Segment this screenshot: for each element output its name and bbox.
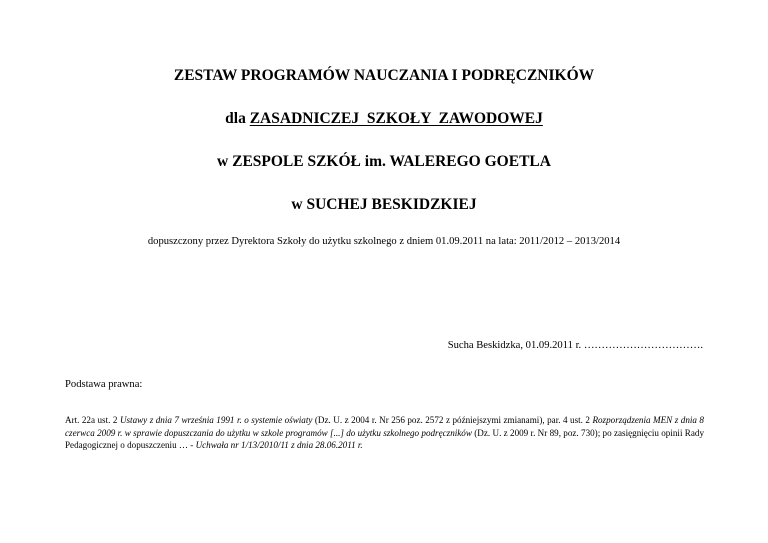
legal-basis-resolution: Uchwała nr 1/13/2010/11 z dnia 28.06.2011 r.: [195, 440, 363, 450]
legal-basis-text: [65, 414, 704, 452]
school-type: ZASADNICZEJ SZKOŁY ZAWODOWEJ: [249, 110, 543, 127]
school-type-line: [0, 110, 768, 128]
place-and-date: Sucha Beskidzka, 01.09.2011 r. …………………………….: [447, 340, 703, 351]
document-title: ZESTAW PROGRAMÓW NAUCZANIA I PODRĘCZNIKÓW: [173, 67, 595, 84]
school-type-prefix: dla: [225, 110, 246, 127]
legal-basis-act: Ustawy z dnia 7 września 1991 r. o systemie oświaty: [119, 415, 313, 425]
legal-basis-label: Podstawa prawna:: [65, 379, 143, 390]
school-complex-name: w ZESPOLE SZKÓŁ im. WALEREGO GOETLA: [217, 153, 551, 170]
legal-basis-journal-ref: (Dz. U. z 2004 r. Nr 256 poz. 2572 z późniejszymi zmianami), par. 4 ust. 2: [312, 415, 593, 425]
legal-basis-article: Art. 22a ust. 2: [65, 415, 120, 425]
approval-statement: dopuszczony przez Dyrektora Szkoły do użytku szkolnego z dniem 01.09.2011 na lata: 2011/2012 – 2013/2014: [147, 236, 621, 247]
legal-basis-opinion: (Dz. U. z 2009 r. Nr 89, poz. 730); po zasięgnięciu opinii Rady Pedagogicznej o dopuszczeniu … -: [65, 427, 704, 450]
town-name: w SUCHEJ BESKIDZKIEJ: [291, 196, 477, 213]
legal-basis-regulation: Rozporządzenia MEN z dnia 8 czerwca 2009 r. w sprawie dopuszczania do użytku w szkole programów [...] do użytku szkolnego podręczników: [65, 415, 704, 438]
